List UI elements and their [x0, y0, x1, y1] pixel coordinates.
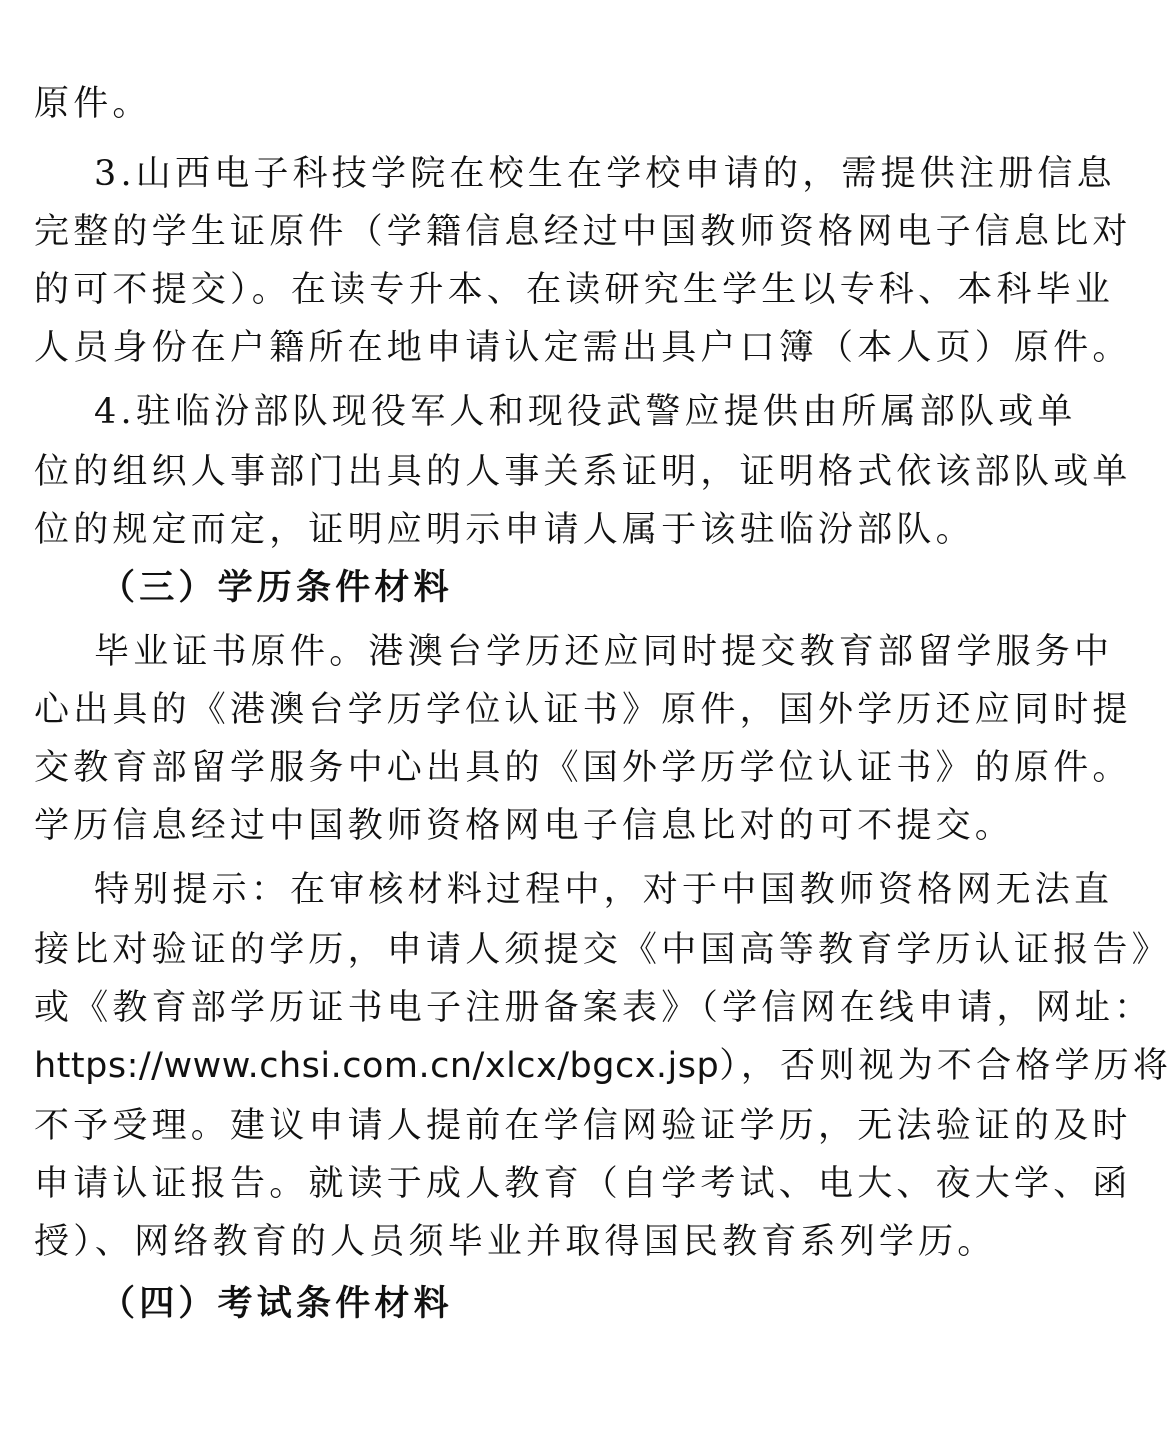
paragraph-line: 原件。: [34, 84, 152, 124]
url-trailing-text: ），否则视为不合格学历将: [719, 1046, 1172, 1086]
section-heading-4: （四）考试条件材料: [100, 1283, 453, 1324]
paragraph-line: 特别提示：在审核材料过程中，对于中国教师资格网无法直: [94, 870, 1114, 910]
paragraph-line: 4.驻临汾部队现役军人和现役武警应提供由所属部队或单: [94, 392, 1077, 432]
chsi-url: https://www.chsi.com.cn/xlcx/bgcx.jsp: [34, 1046, 720, 1086]
section-heading-3: （三）学历条件材料: [100, 567, 453, 608]
paragraph-line: 的可不提交）。在读专升本、在读研究生学生以专科、本科毕业: [34, 270, 1115, 310]
paragraph-line: 心出具的《港澳台学历学位认证书》原件，国外学历还应同时提: [34, 690, 1132, 730]
paragraph-line: 3.山西电子科技学院在校生在学校申请的，需提供注册信息: [94, 154, 1116, 194]
paragraph-line: 人员身份在户籍所在地申请认定需出具户口簿（本人页）原件。: [34, 328, 1132, 368]
paragraph-line: 位的组织人事部门出具的人事关系证明，证明格式依该部队或单: [34, 452, 1132, 492]
paragraph-line: 接比对验证的学历，申请人须提交《中国高等教育学历认证报告》: [34, 930, 1171, 970]
paragraph-line: 授）、网络教育的人员须毕业并取得国民教育系列学历。: [34, 1222, 997, 1262]
paragraph-line: 不予受理。建议申请人提前在学信网验证学历，无法验证的及时: [34, 1106, 1132, 1146]
paragraph-line: 交教育部留学服务中心出具的《国外学历学位认证书》的原件。: [34, 748, 1132, 788]
paragraph-line: 申请认证报告。就读于成人教育（自学考试、电大、夜大学、函: [34, 1164, 1132, 1204]
paragraph-line: 毕业证书原件。港澳台学历还应同时提交教育部留学服务中: [94, 632, 1114, 672]
paragraph-line: 完整的学生证原件（学籍信息经过中国教师资格网电子信息比对: [34, 212, 1132, 252]
paragraph-line: [34, 1046, 1172, 1086]
paragraph-line: 学历信息经过中国教师资格网电子信息比对的可不提交。: [34, 806, 1015, 846]
paragraph-line: 或《教育部学历证书电子注册备案表》（学信网在线申请，网址：: [34, 988, 1154, 1028]
paragraph-line: 位的规定而定，证明应明示申请人属于该驻临汾部队。: [34, 510, 975, 550]
